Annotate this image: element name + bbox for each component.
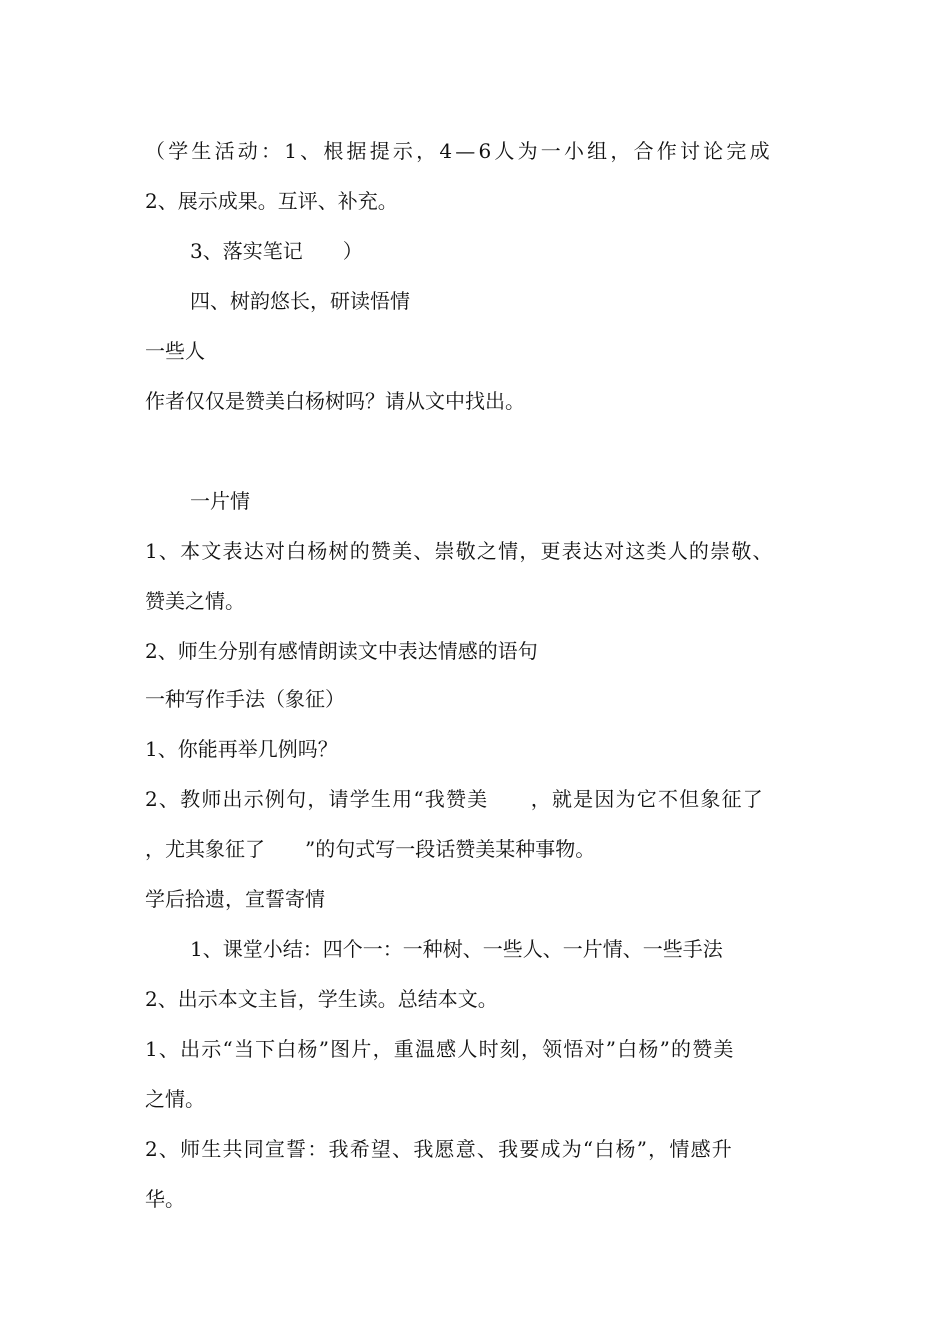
text-line-oath-b: 华。: [145, 1187, 185, 1211]
text-line-item-1b: 赞美之情。: [145, 589, 245, 613]
text-line-oath-a: 2、师生共同宣誓：我希望、我愿意、我要成为“白杨”，情感升: [145, 1137, 733, 1161]
text-line-feeling: 一片情: [190, 489, 250, 513]
text-line-picture-b: 之情。: [145, 1087, 205, 1111]
text-line-picture-a: 1、出示“当下白杨”图片，重温感人时刻，领悟对”白杨”的赞美: [145, 1037, 735, 1061]
text-line-technique: 一种写作手法（象征）: [145, 687, 345, 711]
text-line-main-idea: 2、出示本文主旨，学生读。总结本文。: [145, 987, 498, 1011]
text-line-teacher-example-b: ，尤其象征了 ”的句式写一段话赞美某种事物。: [145, 837, 596, 861]
text-line-summary: 1、课堂小结：四个一：一种树、一些人、一片情、一些手法: [190, 937, 723, 961]
text-line-notes: 3、落实笔记 ）: [190, 239, 363, 263]
text-line-question: 作者仅仅是赞美白杨树吗？请从文中找出。: [145, 389, 525, 413]
text-line-show-results: 2、展示成果。互评、补充。: [145, 189, 398, 213]
text-line-activity: （学生活动：1、根据提示，4—6人为一小组，合作讨论完成: [145, 139, 773, 163]
text-line-teacher-example-a: 2、教师出示例句，请学生用“我赞美 ，就是因为它不但象征了: [145, 787, 764, 811]
section-heading-4: 四、树韵悠长，研读悟情: [190, 289, 410, 313]
text-line-item-2: 2、师生分别有感情朗读文中表达情感的语句: [145, 639, 538, 663]
text-line-some-people: 一些人: [145, 339, 205, 363]
text-line-examples: 1、你能再举几例吗？: [145, 737, 338, 761]
text-line-review: 学后拾遗，宣誓寄情: [145, 887, 325, 911]
text-line-item-1a: 1、本文表达对白杨树的赞美、崇敬之情，更表达对这类人的崇敬、: [145, 539, 774, 563]
